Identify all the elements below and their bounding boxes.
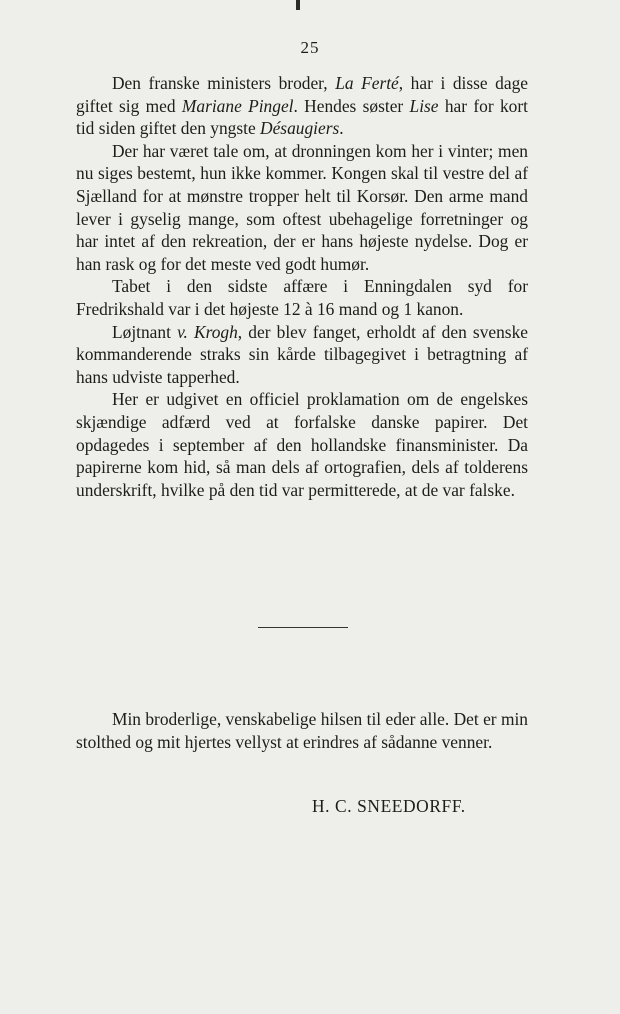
closing-greeting: Min broderlige, venskabelige hilsen til eder alle. Det er min stolthed og mit hjertes vellyst at erindres af sådanne venner. [76, 709, 528, 752]
page-number: 25 [300, 38, 320, 57]
paragraph [76, 140, 528, 276]
text-run: Her er udgivet en officiel proklamation om de engelskes skjændige adfærd ved at forfalske danske papirer. Det opdagedes i september af den hollandske finansminister. Da papirerne kom hid, så man dels af ortografien, dels af tolderens underskrift, hvilke på den tid var permitterede, at de var falske. [76, 389, 528, 500]
top-edge-mark [296, 0, 300, 10]
text-run: Tabet i den sidste affære i Enningdalen syd for Fredrikshald var i det højeste 12 à 16 mand og 1 kanon. [76, 276, 528, 319]
text-run: . [339, 118, 344, 139]
italic-run: Mariane Pingel [181, 95, 294, 116]
text-run: Der har været tale om, at dronningen kom her i vinter; men nu siges bestemt, hun ikke kommer. Kongen skal til vestre del af Sjælland for at mønstre tropper helt til Korsør. Den arme mand lever i gyselig mange, som oftest ubehagelige forretninger og har intet af den rekreation, der er hans højeste nydelse. Dog er han rask og for det meste ved godt humør. [76, 140, 528, 274]
paragraph [76, 388, 528, 501]
text-run: , der blev fanget, erholdt af den svenske kommanderende straks sin kårde tilbagegivet i betragtning af hans udviste tapperhed. [76, 321, 528, 387]
section-divider [258, 627, 348, 628]
text-run: , har i disse dage giftet sig med [76, 73, 529, 116]
text-run: har for kort tid siden giftet den yngste [76, 95, 528, 139]
italic-run: Désaugiers [260, 118, 340, 139]
text-run: Den franske ministers broder, [112, 73, 336, 93]
letter-body [76, 72, 528, 501]
paragraph [76, 321, 528, 389]
italic-run: v. Krogh [177, 321, 238, 342]
italic-run: La Ferté [335, 73, 399, 93]
text-run: Løjtnant [112, 321, 178, 342]
text-run: . Hendes søster [293, 95, 410, 116]
paragraph [76, 275, 528, 320]
signature: H. C. SNEEDORFF. [312, 796, 466, 816]
paragraph [76, 72, 528, 140]
italic-run: Lise [409, 95, 439, 116]
